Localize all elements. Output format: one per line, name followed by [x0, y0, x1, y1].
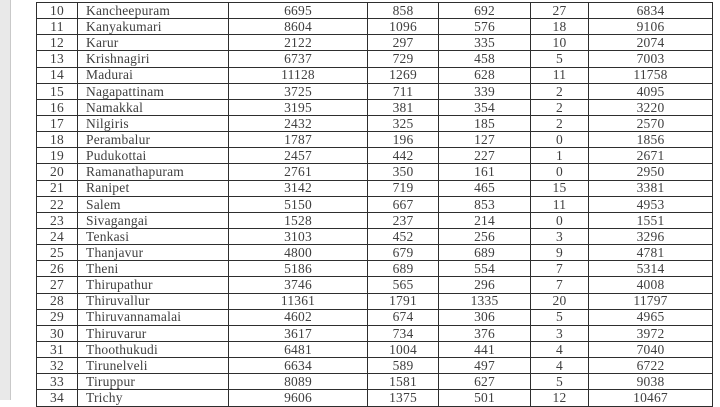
cell-district: Karur: [78, 35, 229, 51]
cell-value-3: 376: [439, 325, 531, 341]
cell-value-3: 1335: [439, 293, 531, 309]
cell-serial-no: 13: [37, 51, 78, 67]
cell-district: Sivagangai: [78, 212, 229, 228]
cell-value-2: 589: [368, 358, 439, 374]
cell-value-1: 8604: [229, 19, 368, 35]
cell-value-5: 2570: [589, 115, 713, 131]
cell-value-2: 565: [368, 277, 439, 293]
cell-value-1: 4602: [229, 309, 368, 325]
cell-value-2: 442: [368, 148, 439, 164]
cell-value-1: 3142: [229, 180, 368, 196]
cell-district: Thiruvarur: [78, 325, 229, 341]
cell-value-5: 6722: [589, 358, 713, 374]
cell-value-4: 12: [531, 390, 589, 406]
cell-value-4: 15: [531, 180, 589, 196]
cell-value-2: 679: [368, 245, 439, 261]
cell-value-4: 4: [531, 358, 589, 374]
cell-value-3: 497: [439, 358, 531, 374]
cell-value-3: 335: [439, 35, 531, 51]
table-row: [37, 309, 713, 325]
cell-value-1: 6634: [229, 358, 368, 374]
cell-value-3: 306: [439, 309, 531, 325]
table-row: [37, 277, 713, 293]
cell-value-3: 214: [439, 212, 531, 228]
cell-district: Nilgiris: [78, 115, 229, 131]
cell-value-2: 196: [368, 132, 439, 148]
cell-district: Thiruvannamalai: [78, 309, 229, 325]
cell-value-4: 11: [531, 196, 589, 212]
cell-serial-no: 11: [37, 19, 78, 35]
table-row: [37, 148, 713, 164]
cell-value-2: 381: [368, 99, 439, 115]
cell-value-2: 674: [368, 309, 439, 325]
cell-district: Perambalur: [78, 132, 229, 148]
cell-value-1: 5186: [229, 261, 368, 277]
cell-district: Pudukottai: [78, 148, 229, 164]
cell-serial-no: 15: [37, 83, 78, 99]
cell-value-5: 3220: [589, 99, 713, 115]
cell-value-3: 441: [439, 341, 531, 357]
cell-value-2: 325: [368, 115, 439, 131]
cell-value-3: 853: [439, 196, 531, 212]
cell-value-4: 0: [531, 132, 589, 148]
cell-serial-no: 25: [37, 245, 78, 261]
cell-value-5: 3381: [589, 180, 713, 196]
cell-value-3: 627: [439, 374, 531, 390]
cell-value-2: 350: [368, 164, 439, 180]
cell-district: Trichy: [78, 390, 229, 406]
cell-value-1: 3103: [229, 228, 368, 244]
cell-value-2: 1375: [368, 390, 439, 406]
cell-serial-no: 12: [37, 35, 78, 51]
cell-serial-no: 22: [37, 196, 78, 212]
cell-value-1: 3195: [229, 99, 368, 115]
table-row: [37, 358, 713, 374]
cell-district: Thoothukudi: [78, 341, 229, 357]
cell-district: Theni: [78, 261, 229, 277]
cell-district: Thirupathur: [78, 277, 229, 293]
cell-serial-no: 31: [37, 341, 78, 357]
cell-value-5: 7040: [589, 341, 713, 357]
cell-serial-no: 16: [37, 99, 78, 115]
cell-value-1: 9606: [229, 390, 368, 406]
cell-value-3: 227: [439, 148, 531, 164]
table-row: [37, 51, 713, 67]
cell-value-1: 11128: [229, 67, 368, 83]
table-row: [37, 196, 713, 212]
cell-value-1: 11361: [229, 293, 368, 309]
cell-value-1: 3617: [229, 325, 368, 341]
table-row: [37, 374, 713, 390]
cell-district: Krishnagiri: [78, 51, 229, 67]
cell-value-3: 458: [439, 51, 531, 67]
cell-value-4: 11: [531, 67, 589, 83]
table-row: [37, 3, 713, 19]
cell-value-2: 729: [368, 51, 439, 67]
cell-value-5: 1551: [589, 212, 713, 228]
cell-value-1: 8089: [229, 374, 368, 390]
cell-value-4: 1: [531, 148, 589, 164]
cell-district: Salem: [78, 196, 229, 212]
cell-value-5: 7003: [589, 51, 713, 67]
cell-value-5: 3296: [589, 228, 713, 244]
cell-value-4: 5: [531, 309, 589, 325]
cell-value-4: 4: [531, 341, 589, 357]
cell-district: Madurai: [78, 67, 229, 83]
cell-value-3: 127: [439, 132, 531, 148]
table-row: [37, 164, 713, 180]
table-body: [37, 3, 713, 407]
cell-district: Ramanathapuram: [78, 164, 229, 180]
cell-value-3: 256: [439, 228, 531, 244]
table-row: [37, 390, 713, 406]
table-row: [37, 212, 713, 228]
cell-district: Ranipet: [78, 180, 229, 196]
table-row: [37, 180, 713, 196]
cell-value-4: 7: [531, 277, 589, 293]
cell-district: Thanjavur: [78, 245, 229, 261]
cell-serial-no: 18: [37, 132, 78, 148]
cell-value-4: 3: [531, 228, 589, 244]
cell-value-4: 7: [531, 261, 589, 277]
cell-district: Kanyakumari: [78, 19, 229, 35]
cell-value-3: 689: [439, 245, 531, 261]
cell-value-1: 6695: [229, 3, 368, 19]
table-row: [37, 341, 713, 357]
cell-serial-no: 30: [37, 325, 78, 341]
cell-value-4: 10: [531, 35, 589, 51]
table-row: [37, 67, 713, 83]
cell-district: Tenkasi: [78, 228, 229, 244]
cell-value-5: 6834: [589, 3, 713, 19]
cell-value-4: 18: [531, 19, 589, 35]
cell-district: Tiruppur: [78, 374, 229, 390]
cell-value-5: 4008: [589, 277, 713, 293]
page-edge-strip: [0, 0, 11, 400]
cell-value-4: 2: [531, 83, 589, 99]
cell-serial-no: 14: [37, 67, 78, 83]
cell-value-4: 9: [531, 245, 589, 261]
cell-value-5: 1856: [589, 132, 713, 148]
cell-value-3: 161: [439, 164, 531, 180]
cell-district: Kancheepuram: [78, 3, 229, 19]
cell-value-2: 1581: [368, 374, 439, 390]
cell-value-5: 3972: [589, 325, 713, 341]
cell-value-1: 2122: [229, 35, 368, 51]
cell-value-1: 6737: [229, 51, 368, 67]
cell-serial-no: 10: [37, 3, 78, 19]
table-row: [37, 19, 713, 35]
table-row: [37, 228, 713, 244]
cell-serial-no: 21: [37, 180, 78, 196]
cell-value-1: 6481: [229, 341, 368, 357]
cell-serial-no: 24: [37, 228, 78, 244]
cell-value-5: 10467: [589, 390, 713, 406]
cell-value-3: 576: [439, 19, 531, 35]
cell-value-2: 297: [368, 35, 439, 51]
cell-serial-no: 20: [37, 164, 78, 180]
cell-value-5: 9106: [589, 19, 713, 35]
cell-serial-no: 33: [37, 374, 78, 390]
cell-value-4: 5: [531, 51, 589, 67]
cell-value-1: 1787: [229, 132, 368, 148]
cell-value-4: 0: [531, 212, 589, 228]
cell-value-1: 2761: [229, 164, 368, 180]
cell-value-5: 2074: [589, 35, 713, 51]
table-row: [37, 83, 713, 99]
cell-value-3: 339: [439, 83, 531, 99]
cell-value-4: 2: [531, 99, 589, 115]
cell-value-1: 1528: [229, 212, 368, 228]
cell-serial-no: 29: [37, 309, 78, 325]
cell-value-2: 1269: [368, 67, 439, 83]
cell-serial-no: 32: [37, 358, 78, 374]
cell-value-5: 2950: [589, 164, 713, 180]
cell-district: Namakkal: [78, 99, 229, 115]
cell-serial-no: 27: [37, 277, 78, 293]
cell-value-2: 689: [368, 261, 439, 277]
cell-value-3: 628: [439, 67, 531, 83]
table-row: [37, 293, 713, 309]
table-row: [37, 261, 713, 277]
cell-serial-no: 17: [37, 115, 78, 131]
table-row: [37, 35, 713, 51]
cell-value-3: 296: [439, 277, 531, 293]
table-row: [37, 99, 713, 115]
cell-serial-no: 26: [37, 261, 78, 277]
cell-serial-no: 28: [37, 293, 78, 309]
cell-value-1: 4800: [229, 245, 368, 261]
cell-serial-no: 23: [37, 212, 78, 228]
cell-value-2: 734: [368, 325, 439, 341]
districts-table: [36, 2, 713, 407]
cell-value-2: 1791: [368, 293, 439, 309]
table-row: [37, 245, 713, 261]
cell-value-3: 501: [439, 390, 531, 406]
table-row: [37, 115, 713, 131]
cell-district: Thiruvallur: [78, 293, 229, 309]
cell-serial-no: 19: [37, 148, 78, 164]
cell-value-5: 11797: [589, 293, 713, 309]
cell-value-3: 554: [439, 261, 531, 277]
cell-value-1: 2432: [229, 115, 368, 131]
cell-value-4: 27: [531, 3, 589, 19]
cell-value-4: 0: [531, 164, 589, 180]
cell-value-5: 4953: [589, 196, 713, 212]
table-row: [37, 132, 713, 148]
cell-value-5: 11758: [589, 67, 713, 83]
cell-value-5: 4965: [589, 309, 713, 325]
cell-value-2: 719: [368, 180, 439, 196]
cell-value-2: 237: [368, 212, 439, 228]
cell-value-2: 667: [368, 196, 439, 212]
cell-value-3: 692: [439, 3, 531, 19]
cell-value-4: 3: [531, 325, 589, 341]
table-row: [37, 325, 713, 341]
cell-value-2: 452: [368, 228, 439, 244]
cell-value-4: 20: [531, 293, 589, 309]
cell-value-1: 3746: [229, 277, 368, 293]
cell-district: Nagapattinam: [78, 83, 229, 99]
cell-value-3: 354: [439, 99, 531, 115]
cell-value-1: 3725: [229, 83, 368, 99]
cell-value-3: 185: [439, 115, 531, 131]
cell-value-4: 5: [531, 374, 589, 390]
cell-value-5: 2671: [589, 148, 713, 164]
cell-value-5: 9038: [589, 374, 713, 390]
cell-value-5: 5314: [589, 261, 713, 277]
cell-value-2: 711: [368, 83, 439, 99]
cell-value-2: 1096: [368, 19, 439, 35]
cell-value-2: 1004: [368, 341, 439, 357]
cell-value-5: 4095: [589, 83, 713, 99]
cell-value-1: 5150: [229, 196, 368, 212]
cell-value-2: 858: [368, 3, 439, 19]
cell-value-4: 2: [531, 115, 589, 131]
cell-value-1: 2457: [229, 148, 368, 164]
cell-district: Tirunelveli: [78, 358, 229, 374]
cell-value-3: 465: [439, 180, 531, 196]
cell-serial-no: 34: [37, 390, 78, 406]
cell-value-5: 4781: [589, 245, 713, 261]
